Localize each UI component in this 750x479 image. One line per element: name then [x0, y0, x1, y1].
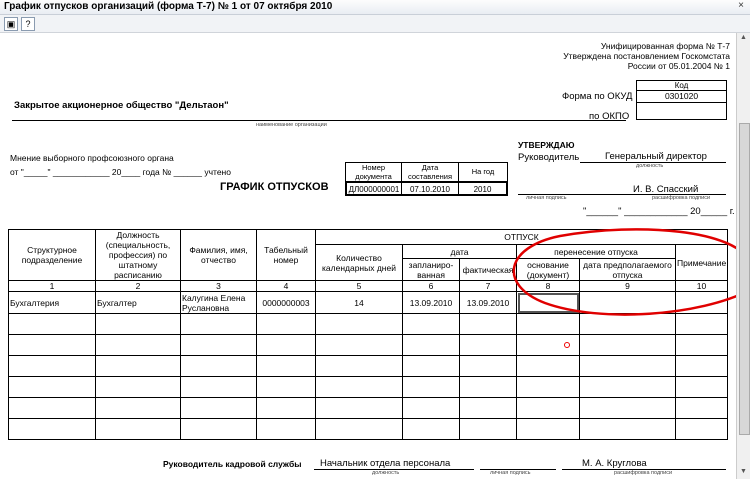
h-date: дата [403, 245, 517, 259]
h-days: Количество календарных дней [316, 245, 403, 281]
docnum-value: ДЛ000000001 [345, 181, 402, 196]
docnum-header: Номер документа [345, 162, 402, 182]
close-icon[interactable]: × [738, 0, 744, 11]
hr-decode-caption: расшифровка подписи [614, 470, 673, 476]
h-basis: основание (документ) [517, 259, 580, 281]
cell-days[interactable]: 14 [316, 292, 403, 314]
h-transfer: перенесение отпуска [517, 245, 676, 259]
h-planned: запланиро-ванная [403, 259, 460, 281]
org-caption: наименование организации [256, 122, 327, 128]
col-num: 8 [517, 281, 580, 292]
org-name: Закрытое акционерное общество "Дельтаон" [14, 100, 229, 111]
okud-value: 0301020 [636, 90, 727, 103]
h-dept: Структурное подразделение [9, 230, 96, 281]
print-preview-icon[interactable]: ▣ [4, 17, 18, 31]
vertical-scrollbar[interactable] [736, 33, 750, 479]
okpo-label: по ОКПО [589, 111, 630, 122]
decode-caption: расшифровка подписи [652, 195, 711, 201]
hr-position: Начальник отдела персонала [320, 458, 451, 469]
cell-tabnum[interactable]: 0000000003 [257, 292, 316, 314]
h-vacation: ОТПУСК [316, 230, 728, 245]
cell-actual[interactable]: 13.09.2010 [460, 292, 517, 314]
head-label: Руководитель [518, 152, 580, 163]
h-note: Примечание [676, 245, 728, 281]
col-num: 2 [96, 281, 181, 292]
h-actual: фактическая [460, 259, 517, 281]
h-fio: Фамилия, имя, отчество [181, 230, 257, 281]
hr-label: Руководитель кадровой службы [163, 459, 302, 469]
union-opinion: Мнение выборного профсоюзного органа [10, 153, 174, 163]
docdate-value: 07.10.2010 [401, 181, 459, 196]
cell-planned[interactable]: 13.09.2010 [403, 292, 460, 314]
sign-caption: личная подпись [526, 195, 567, 201]
h-position: Должность (специальность, профессия) по штатному расписанию [96, 230, 181, 281]
document-title: ГРАФИК ОТПУСКОВ [220, 181, 329, 193]
year-header: На год [458, 162, 508, 182]
scroll-thumb[interactable] [739, 123, 750, 435]
docdate-header: Дата составления [401, 162, 459, 182]
hr-pos-caption: должность [372, 470, 400, 476]
col-num: 9 [580, 281, 676, 292]
col-num: 7 [460, 281, 517, 292]
hr-name: М. А. Круглова [582, 458, 647, 469]
cell-position[interactable]: Бухгалтер [96, 292, 181, 314]
scroll-down-icon[interactable]: ▼ [740, 468, 747, 475]
position-caption: должность [636, 163, 664, 169]
window-title: График отпусков организаций (форма Т-7) № 1 от 07 октября 2010 [4, 1, 333, 12]
head-position: Генеральный директор [605, 151, 707, 162]
hr-sign-caption: личная подпись [490, 470, 531, 476]
h-expected: дата предполагаемого отпуска [580, 259, 676, 281]
approved-label: Утверждена постановлением Госкомстата [563, 51, 730, 61]
union-date: от "_____" ____________ 20____ года № ______ учтено [10, 167, 231, 177]
scroll-up-icon[interactable]: ▲ [740, 34, 747, 41]
approve-date-line: "______" ____________ 20_____ г. [583, 206, 735, 217]
help-icon[interactable]: ? [21, 17, 35, 31]
col-num: 5 [316, 281, 403, 292]
h-tabnum: Табельный номер [257, 230, 316, 281]
year-value: 2010 [458, 181, 508, 196]
approve-title: УТВЕРЖДАЮ [518, 140, 575, 150]
head-name: И. В. Спасский [633, 184, 699, 195]
cell-dept[interactable]: Бухгалтерия [9, 292, 96, 314]
col-num: 3 [181, 281, 257, 292]
uniform-form-label: Унифицированная форма № Т-7 [600, 41, 730, 51]
russia-label: России от 05.01.2004 № 1 [627, 61, 730, 71]
col-num: 4 [257, 281, 316, 292]
okud-label: Форма по ОКУД [562, 91, 633, 102]
col-num: 6 [403, 281, 460, 292]
kod-header: Код [636, 80, 727, 91]
col-num: 1 [9, 281, 96, 292]
cell-fio[interactable]: Калугина Елена Руслановна [181, 292, 257, 314]
col-num: 10 [676, 281, 728, 292]
red-dot-mark [564, 342, 570, 348]
